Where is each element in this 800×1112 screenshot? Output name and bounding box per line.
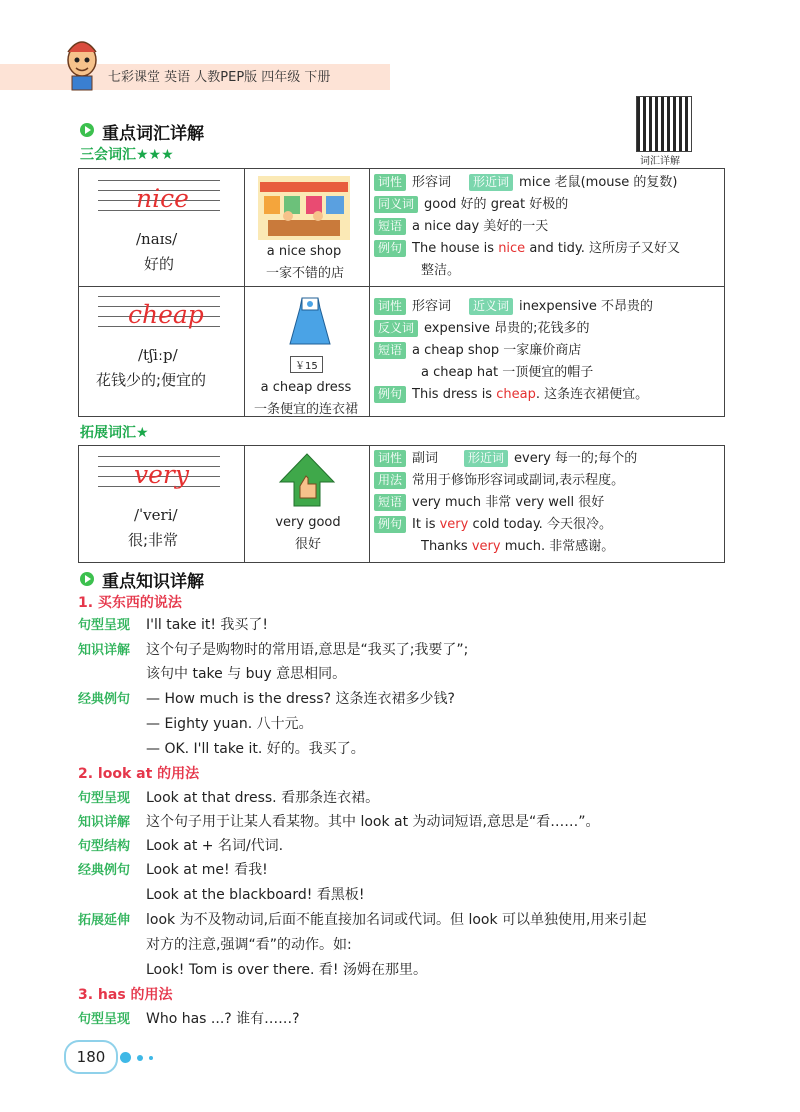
knowledge-text: 这个句子是购物时的常用语,意思是“我买了;我要了”;: [146, 642, 469, 658]
tag-similar-form: 形近词: [469, 174, 513, 191]
knowledge-text: Look! Tom is over there. 看! 汤姆在那里。: [146, 962, 427, 978]
picture-caption-en: a cheap dress: [260, 380, 352, 395]
picture-caption-en: very good: [275, 515, 341, 530]
tag-synonym: 同义词: [374, 196, 418, 213]
shop-illustration-icon: [258, 176, 350, 240]
knowledge-text: 该句中 take 与 buy 意思相同。: [146, 666, 347, 682]
subtitle-extend: 拓展词汇★: [80, 425, 149, 441]
dress-illustration-icon: [284, 294, 336, 350]
page-number: 180: [64, 1040, 118, 1074]
vocab-phonetic: /naɪs/: [136, 230, 178, 248]
knowledge-text: Who has ...? 谁有……?: [146, 1011, 300, 1027]
vocab-detail-nice: 词性 形容词 形近词 mice 老鼠(mouse 的复数) 同义词 good 好的 great 好极的 短语 a nice day 美好的一天 例句 The house is nice and tidy. 这所房子又好又 整洁。: [374, 172, 680, 282]
section-play-icon: [80, 572, 94, 586]
knowledge-text: I'll take it! 我买了!: [146, 617, 269, 633]
knowledge-text: 这个句子用于让某人看某物。其中 look at 为动词短语,意思是“看……”。: [146, 814, 600, 830]
header-book-title: 七彩课堂 英语 人教PEP版 四年级 下册: [108, 70, 331, 85]
thumbs-up-icon: [278, 452, 336, 508]
tag-example: 例句: [374, 386, 406, 403]
tag-phrase: 短语: [374, 494, 406, 511]
vocab-meaning: 花钱少的;便宜的: [96, 371, 207, 389]
vocab-detail-cheap: 词性 形容词 近义词 inexpensive 不昂贵的 反义词 expensive 昂贵的;花钱多的 短语 a cheap shop 一家廉价商店 a cheap hat 一顶便宜的帽子 例句 This dress is cheap. 这条连衣裙便宜。: [374, 296, 653, 406]
knowledge-label: 知识详解: [78, 643, 131, 658]
tag-usage: 用法: [374, 472, 406, 489]
picture-caption-zh: 很好: [294, 537, 321, 552]
vocab-word: very: [134, 460, 189, 489]
tag-antonym: 反义词: [374, 320, 418, 337]
vocab-phonetic: /ˈveri/: [134, 506, 178, 524]
vocab-word: nice: [136, 184, 189, 213]
picture-caption-zh: 一条便宜的连衣裙: [253, 402, 358, 417]
knowledge-label: 拓展延伸: [78, 913, 131, 928]
tag-pos: 词性: [374, 450, 406, 467]
section-play-icon: [80, 123, 94, 137]
knowledge-label: 知识详解: [78, 815, 131, 830]
knowledge-text: — Eighty yuan. 八十元。: [146, 716, 313, 732]
tag-near-synonym: 近义词: [469, 298, 513, 315]
knowledge-text: — How much is the dress? 这条连衣裙多少钱?: [146, 691, 455, 707]
knowledge-label: 句型呈现: [78, 618, 131, 633]
qr-caption: 词汇详解: [640, 156, 680, 167]
tag-example: 例句: [374, 240, 406, 257]
knowledge-label: 句型呈现: [78, 791, 131, 806]
vocab-detail-very: 词性 副词 形近词 every 每一的;每个的 用法 常用于修饰形容词或副词,表示程度。 短语 very much 非常 very well 很好 例句 It is very cold today. 今天很冷。 Thanks very much. 非常感谢。: [374, 448, 637, 558]
mascot-icon: [58, 30, 106, 92]
subtitle-three-skill: 三会词汇★★★: [80, 147, 174, 163]
tag-example: 例句: [374, 516, 406, 533]
knowledge-label: 句型结构: [78, 839, 131, 854]
knowledge-label: 经典例句: [78, 692, 131, 707]
decor-dot: [120, 1052, 131, 1063]
price-tag: ￥15: [290, 356, 323, 373]
tag-phrase: 短语: [374, 218, 406, 235]
vocab-phonetic: /tʃiːp/: [138, 346, 178, 364]
tag-phrase: 短语: [374, 342, 406, 359]
knowledge-text: Look at me! 看我!: [146, 862, 268, 878]
knowledge-text: Look at the blackboard! 看黑板!: [146, 887, 365, 903]
knowledge-text: look 为不及物动词,后面不能直接加名词或代词。但 look 可以单独使用,用来引起: [146, 912, 647, 928]
tag-pos: 词性: [374, 298, 406, 315]
decor-dot: [149, 1056, 153, 1060]
knowledge-text: Look at that dress. 看那条连衣裙。: [146, 790, 380, 806]
section-title-knowledge: 重点知识详解: [102, 572, 204, 592]
knowledge-label: 句型呈现: [78, 1012, 131, 1027]
vocab-meaning: 好的: [144, 255, 175, 273]
knowledge-label: 经典例句: [78, 863, 131, 878]
knowledge-text: 对方的注意,强调“看”的动作。如:: [146, 937, 352, 953]
vocab-meaning: 很;非常: [128, 531, 179, 549]
decor-dot: [137, 1055, 143, 1061]
picture-caption-zh: 一家不错的店: [265, 266, 344, 281]
knowledge-text: Look at + 名词/代词.: [146, 838, 284, 854]
qr-code-icon[interactable]: [636, 96, 692, 152]
picture-caption-en: a nice shop: [266, 244, 342, 259]
knowledge-title-3: 3. has 的用法: [78, 987, 173, 1003]
knowledge-title-1: 1. 买东西的说法: [78, 595, 182, 611]
section-title-vocab: 重点词汇详解: [102, 124, 204, 144]
knowledge-title-2: 2. look at 的用法: [78, 766, 200, 782]
vocab-word: cheap: [128, 300, 204, 329]
tag-pos: 词性: [374, 174, 406, 191]
tag-similar-form: 形近词: [464, 450, 508, 467]
knowledge-text: — OK. I'll take it. 好的。我买了。: [146, 741, 365, 757]
